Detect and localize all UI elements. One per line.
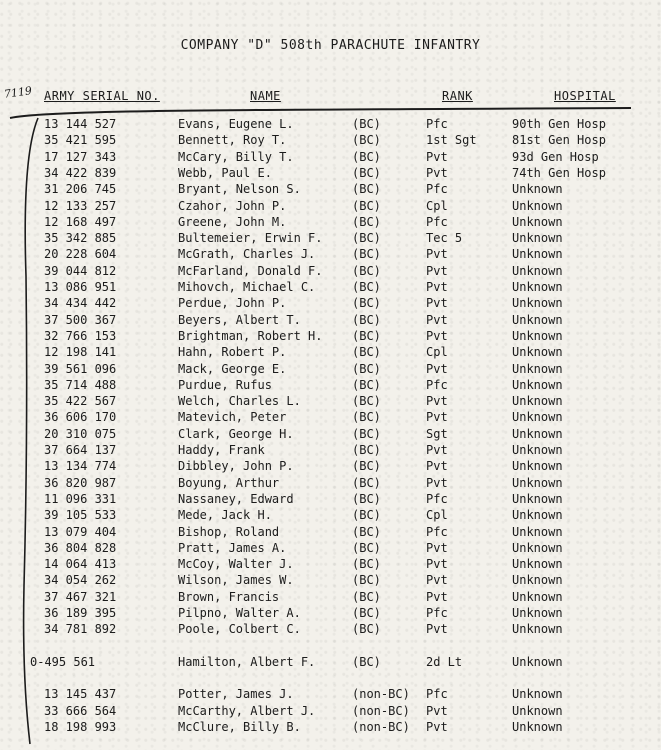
- serial-cell: 11 096 331: [44, 492, 117, 506]
- rank-cell: Pvt: [426, 362, 448, 376]
- bc-status-cell: (BC): [352, 459, 381, 473]
- name-cell: Brightman, Robert H.: [178, 329, 323, 343]
- name-cell: Poole, Colbert C.: [178, 622, 301, 636]
- bc-status-cell: (BC): [352, 280, 381, 294]
- header-rank: RANK: [442, 89, 473, 103]
- bc-status-cell: (BC): [352, 622, 381, 636]
- bc-status-cell: (BC): [352, 590, 381, 604]
- name-cell: McCoy, Walter J.: [178, 557, 294, 571]
- hospital-cell: Unknown: [512, 704, 563, 718]
- hospital-cell: Unknown: [512, 215, 563, 229]
- rank-cell: Pvt: [426, 557, 448, 571]
- hospital-cell: 93d Gen Hosp: [512, 150, 599, 164]
- name-cell: Webb, Paul E.: [178, 166, 272, 180]
- rank-cell: Pvt: [426, 459, 448, 473]
- name-cell: McCary, Billy T.: [178, 150, 294, 164]
- serial-cell: 20 310 075: [44, 427, 117, 441]
- serial-cell: 37 500 367: [44, 313, 117, 327]
- bc-status-cell: (non-BC): [352, 687, 410, 701]
- bc-status-cell: (BC): [352, 557, 381, 571]
- rank-cell: Pvt: [426, 476, 448, 490]
- hospital-cell: Unknown: [512, 296, 563, 310]
- hospital-cell: Unknown: [512, 182, 563, 196]
- bc-status-cell: (BC): [352, 476, 381, 490]
- name-cell: Hamilton, Albert F.: [178, 655, 316, 669]
- name-cell: Evans, Eugene L.: [178, 117, 294, 131]
- rank-cell: Pvt: [426, 704, 448, 718]
- bc-status-cell: (BC): [352, 133, 381, 147]
- rank-cell: Pvt: [426, 296, 448, 310]
- rank-cell: Tec 5: [426, 231, 463, 245]
- name-cell: Matevich, Peter: [178, 410, 287, 424]
- name-cell: Brown, Francis: [178, 590, 280, 604]
- bc-status-cell: (BC): [352, 410, 381, 424]
- name-cell: Boyung, Arthur: [178, 476, 280, 490]
- hospital-cell: Unknown: [512, 280, 563, 294]
- bc-status-cell: (BC): [352, 264, 381, 278]
- bc-status-cell: (BC): [352, 215, 381, 229]
- serial-cell: 36 820 987: [44, 476, 117, 490]
- name-cell: Hahn, Robert P.: [178, 345, 287, 359]
- name-cell: Wilson, James W.: [178, 573, 294, 587]
- serial-cell: 20 228 604: [44, 247, 117, 261]
- hospital-cell: Unknown: [512, 199, 563, 213]
- rank-cell: Cpl: [426, 345, 448, 359]
- serial-cell: 39 044 812: [44, 264, 117, 278]
- hospital-cell: Unknown: [512, 655, 563, 669]
- name-cell: Mack, George E.: [178, 362, 287, 376]
- serial-cell: 12 168 497: [44, 215, 117, 229]
- name-cell: Dibbley, John P.: [178, 459, 294, 473]
- rank-cell: Pvt: [426, 313, 448, 327]
- bc-status-cell: (BC): [352, 508, 381, 522]
- bc-status-cell: (BC): [352, 492, 381, 506]
- rank-cell: Pvt: [426, 247, 448, 261]
- serial-cell: 39 561 096: [44, 362, 117, 376]
- name-cell: Haddy, Frank: [178, 443, 265, 457]
- serial-cell: 36 606 170: [44, 410, 117, 424]
- header-serial: ARMY SERIAL NO.: [44, 89, 160, 103]
- document-title: COMPANY "D" 508th PARACHUTE INFANTRY: [180, 38, 481, 53]
- hospital-cell: Unknown: [512, 362, 563, 376]
- name-cell: McClure, Billy B.: [178, 720, 301, 734]
- hospital-cell: Unknown: [512, 345, 563, 359]
- bc-status-cell: (BC): [352, 345, 381, 359]
- hospital-cell: Unknown: [512, 378, 563, 392]
- serial-cell: 35 422 567: [44, 394, 117, 408]
- bc-status-cell: (BC): [352, 525, 381, 539]
- bc-status-cell: (BC): [352, 362, 381, 376]
- rank-cell: Pvt: [426, 394, 448, 408]
- rank-cell: Pfc: [426, 378, 448, 392]
- rank-cell: Cpl: [426, 508, 448, 522]
- serial-cell: 12 133 257: [44, 199, 117, 213]
- bc-status-cell: (BC): [352, 541, 381, 555]
- rank-cell: Pvt: [426, 264, 448, 278]
- name-cell: Nassaney, Edward: [178, 492, 294, 506]
- rank-cell: Pvt: [426, 166, 448, 180]
- handwritten-margin-note: 7119: [3, 84, 33, 101]
- bc-status-cell: (BC): [352, 150, 381, 164]
- bc-status-cell: (BC): [352, 606, 381, 620]
- name-cell: Czahor, John P.: [178, 199, 287, 213]
- bc-status-cell: (BC): [352, 313, 381, 327]
- bc-status-cell: (non-BC): [352, 720, 410, 734]
- name-cell: Purdue, Rufus: [178, 378, 272, 392]
- bc-status-cell: (BC): [352, 231, 381, 245]
- serial-cell: 13 086 951: [44, 280, 117, 294]
- bc-status-cell: (BC): [352, 296, 381, 310]
- serial-cell: 13 134 774: [44, 459, 117, 473]
- serial-cell: 32 766 153: [44, 329, 117, 343]
- rank-cell: Pvt: [426, 150, 448, 164]
- name-cell: Bultemeier, Erwin F.: [178, 231, 323, 245]
- bc-status-cell: (BC): [352, 199, 381, 213]
- header-name: NAME: [250, 89, 281, 103]
- rank-cell: Pvt: [426, 622, 448, 636]
- bc-status-cell: (BC): [352, 394, 381, 408]
- serial-cell: 35 714 488: [44, 378, 117, 392]
- name-cell: McCarthy, Albert J.: [178, 704, 316, 718]
- bc-status-cell: (BC): [352, 378, 381, 392]
- rank-cell: Cpl: [426, 199, 448, 213]
- hospital-cell: Unknown: [512, 264, 563, 278]
- hospital-cell: Unknown: [512, 443, 563, 457]
- name-cell: McFarland, Donald F.: [178, 264, 323, 278]
- hospital-cell: Unknown: [512, 313, 563, 327]
- rank-cell: Pvt: [426, 590, 448, 604]
- hospital-cell: Unknown: [512, 329, 563, 343]
- serial-cell: 37 664 137: [44, 443, 117, 457]
- bc-status-cell: (BC): [352, 573, 381, 587]
- hospital-cell: Unknown: [512, 492, 563, 506]
- rank-cell: Pvt: [426, 329, 448, 343]
- rank-cell: Pfc: [426, 182, 448, 196]
- header-hospital: HOSPITAL: [554, 89, 616, 103]
- serial-cell: 35 342 885: [44, 231, 117, 245]
- rank-cell: Pfc: [426, 117, 448, 131]
- serial-cell: 34 781 892: [44, 622, 117, 636]
- bc-status-cell: (BC): [352, 247, 381, 261]
- rank-cell: Pvt: [426, 720, 448, 734]
- name-cell: Clark, George H.: [178, 427, 294, 441]
- hospital-cell: Unknown: [512, 525, 563, 539]
- serial-cell: 13 144 527: [44, 117, 117, 131]
- serial-cell: 31 206 745: [44, 182, 117, 196]
- bc-status-cell: (BC): [352, 329, 381, 343]
- hospital-cell: Unknown: [512, 459, 563, 473]
- hospital-cell: Unknown: [512, 394, 563, 408]
- rank-cell: Sgt: [426, 427, 448, 441]
- rank-cell: Pfc: [426, 525, 448, 539]
- hospital-cell: 74th Gen Hosp: [512, 166, 606, 180]
- name-cell: Mede, Jack H.: [178, 508, 272, 522]
- rank-cell: Pfc: [426, 687, 448, 701]
- margin-bracket-stroke: [14, 116, 44, 746]
- hospital-cell: Unknown: [512, 557, 563, 571]
- name-cell: Pratt, James A.: [178, 541, 287, 555]
- rank-cell: Pfc: [426, 215, 448, 229]
- hospital-cell: Unknown: [512, 720, 563, 734]
- rank-cell: Pvt: [426, 443, 448, 457]
- serial-cell: 39 105 533: [44, 508, 117, 522]
- hospital-cell: Unknown: [512, 247, 563, 261]
- name-cell: Beyers, Albert T.: [178, 313, 301, 327]
- serial-cell: 33 666 564: [44, 704, 117, 718]
- serial-cell: 34 054 262: [44, 573, 117, 587]
- serial-cell: 34 434 442: [44, 296, 117, 310]
- serial-cell: 17 127 343: [44, 150, 117, 164]
- serial-cell: 18 198 993: [44, 720, 117, 734]
- serial-cell: 35 421 595: [44, 133, 117, 147]
- hospital-cell: Unknown: [512, 508, 563, 522]
- hospital-cell: Unknown: [512, 231, 563, 245]
- hospital-cell: 81st Gen Hosp: [512, 133, 606, 147]
- serial-cell: 14 064 413: [44, 557, 117, 571]
- rank-cell: 2d Lt: [426, 655, 463, 669]
- rank-cell: Pvt: [426, 280, 448, 294]
- hospital-cell: Unknown: [512, 541, 563, 555]
- bc-status-cell: (BC): [352, 166, 381, 180]
- bc-status-cell: (BC): [352, 655, 381, 669]
- hospital-cell: Unknown: [512, 687, 563, 701]
- serial-cell: 34 422 839: [44, 166, 117, 180]
- hospital-cell: 90th Gen Hosp: [512, 117, 606, 131]
- serial-cell: 37 467 321: [44, 590, 117, 604]
- serial-cell: 12 198 141: [44, 345, 117, 359]
- hospital-cell: Unknown: [512, 573, 563, 587]
- hospital-cell: Unknown: [512, 606, 563, 620]
- name-cell: Pilpno, Walter A.: [178, 606, 301, 620]
- serial-cell: 36 804 828: [44, 541, 117, 555]
- rank-cell: 1st Sgt: [426, 133, 477, 147]
- hospital-cell: Unknown: [512, 476, 563, 490]
- name-cell: Mihovch, Michael C.: [178, 280, 316, 294]
- name-cell: Potter, James J.: [178, 687, 294, 701]
- name-cell: Bishop, Roland: [178, 525, 280, 539]
- bc-status-cell: (BC): [352, 443, 381, 457]
- rank-cell: Pvt: [426, 573, 448, 587]
- serial-cell: 13 145 437: [44, 687, 117, 701]
- name-cell: Welch, Charles L.: [178, 394, 301, 408]
- bc-status-cell: (non-BC): [352, 704, 410, 718]
- bc-status-cell: (BC): [352, 182, 381, 196]
- bc-status-cell: (BC): [352, 427, 381, 441]
- serial-cell: 36 189 395: [44, 606, 117, 620]
- name-cell: Bennett, Roy T.: [178, 133, 287, 147]
- name-cell: Greene, John M.: [178, 215, 287, 229]
- hospital-cell: Unknown: [512, 410, 563, 424]
- serial-cell: 0-495 561: [30, 655, 96, 669]
- hospital-cell: Unknown: [512, 427, 563, 441]
- serial-cell: 13 079 404: [44, 525, 117, 539]
- name-cell: Perdue, John P.: [178, 296, 287, 310]
- name-cell: Bryant, Nelson S.: [178, 182, 301, 196]
- rank-cell: Pvt: [426, 410, 448, 424]
- rank-cell: Pfc: [426, 606, 448, 620]
- name-cell: McGrath, Charles J.: [178, 247, 316, 261]
- rank-cell: Pfc: [426, 492, 448, 506]
- hospital-cell: Unknown: [512, 622, 563, 636]
- bc-status-cell: (BC): [352, 117, 381, 131]
- rank-cell: Pvt: [426, 541, 448, 555]
- hospital-cell: Unknown: [512, 590, 563, 604]
